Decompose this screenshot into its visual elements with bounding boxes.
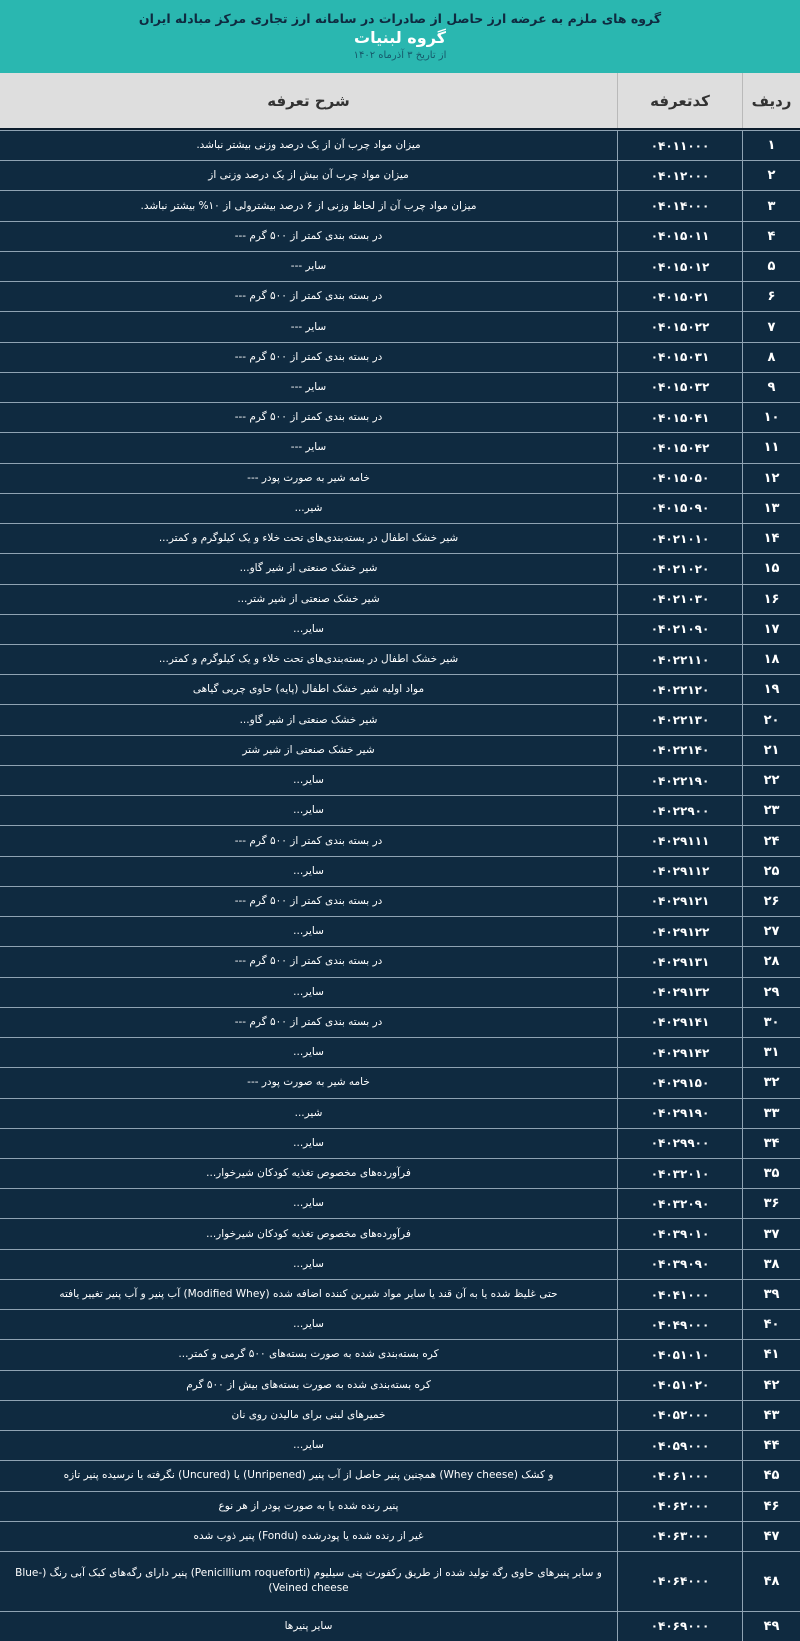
table-row [0, 1521, 800, 1551]
tariff-code-cell: ۰۴۰۲۱۰۹۰ [617, 615, 742, 644]
description-cell: سایر... [293, 622, 324, 635]
table-row [0, 432, 800, 462]
tariff-code-cell: ۰۴۰۱۵۰۳۱ [617, 343, 742, 372]
tariff-code-cell: ۰۴۰۲۲۱۱۰ [617, 645, 742, 674]
tariff-code-cell: ۰۴۰۳۲۰۹۰ [617, 1189, 742, 1218]
description-cell: سایر... [293, 1136, 324, 1149]
table-row [0, 1128, 800, 1158]
row-number-cell: ۳۱ [742, 1038, 800, 1067]
row-number-cell: ۱ [742, 131, 800, 160]
tariff-code-cell: ۰۴۰۱۵۰۳۲ [617, 373, 742, 402]
description-cell: شیر خشک اطفال در بسته‌بندی‌های تحت خلاء و یک کیلوگرم و کمتر... [158, 653, 459, 666]
row-number-cell: ۴۵ [742, 1461, 800, 1490]
row-number-cell: ۴۱ [742, 1340, 800, 1369]
description-cell: فرآورده‌های مخصوص تغذیه کودکان شیرخوار... [206, 1227, 411, 1240]
table-row [0, 1370, 800, 1400]
column-header-description: شرح تعرفه [267, 91, 350, 110]
tariff-code-cell: ۰۴۰۲۹۱۱۲ [617, 857, 742, 886]
tariff-code-cell: ۰۴۰۱۵۰۴۱ [617, 403, 742, 432]
table-row [0, 402, 800, 432]
description-cell: و سایر پنیرهای حاوی رگه تولید شده از طریق رکفورت پنی سیلیوم (Penicillium roqueforti) پنیر دارای رگه‌های کبک آبی رنگ (Blue-Veined cheese) [15, 1567, 602, 1595]
table-row [0, 463, 800, 493]
table-row [0, 735, 800, 765]
description-cell: سایر... [293, 774, 324, 787]
description-cell: شیر... [294, 1106, 323, 1119]
effective-date: از تاریخ ۳ آذرماه ۱۴۰۲ [353, 50, 447, 61]
description-cell: سایر... [293, 1046, 324, 1059]
tariff-code-cell: ۰۴۰۳۹۰۱۰ [617, 1219, 742, 1248]
tariff-code-cell: ۰۴۰۲۹۱۳۲ [617, 978, 742, 1007]
table-row [0, 795, 800, 825]
table-row [0, 1067, 800, 1097]
description-cell: در بسته بندی کمتر از ۵۰۰ گرم --- [234, 411, 383, 424]
row-number-cell: ۳۸ [742, 1250, 800, 1279]
description-cell: در بسته بندی کمتر از ۵۰۰ گرم --- [234, 290, 383, 303]
table-row [0, 916, 800, 946]
description-cell: سایر... [293, 1197, 324, 1210]
row-number-cell: ۳۲ [742, 1068, 800, 1097]
tariff-code-cell: ۰۴۰۱۵۰۲۱ [617, 282, 742, 311]
table-row [0, 704, 800, 734]
description-cell: سایر... [293, 864, 324, 877]
tariff-code-cell: ۰۴۰۲۹۱۲۲ [617, 917, 742, 946]
table-row [0, 1188, 800, 1218]
table-row [0, 190, 800, 220]
table-row [0, 644, 800, 674]
table-row [0, 251, 800, 281]
table-row [0, 281, 800, 311]
row-number-cell: ۴۰ [742, 1310, 800, 1339]
tariff-code-cell: ۰۴۰۶۲۰۰۰ [617, 1492, 742, 1521]
description-cell: شیر خشک صنعتی از شیر شتر... [237, 592, 380, 605]
row-number-cell: ۳۵ [742, 1159, 800, 1188]
row-number-cell: ۱۹ [742, 675, 800, 704]
table-row [0, 1007, 800, 1037]
tariff-code-cell: ۰۴۰۳۲۰۱۰ [617, 1159, 742, 1188]
table-row [0, 372, 800, 402]
table-row [0, 946, 800, 976]
row-number-cell: ۳۰ [742, 1008, 800, 1037]
tariff-code-cell: ۰۴۰۲۹۱۲۱ [617, 887, 742, 916]
description-cell: خامه شیر به صورت پودر --- [247, 1076, 370, 1089]
description-cell: در بسته بندی کمتر از ۵۰۰ گرم --- [234, 834, 383, 847]
description-cell: میزان مواد چرب آن از یک درصد وزنی بیشتر نباشد. [196, 139, 421, 152]
table-row [0, 886, 800, 916]
tariff-code-cell: ۰۴۰۴۱۰۰۰ [617, 1280, 742, 1309]
tariff-code-cell: ۰۴۰۲۲۱۹۰ [617, 766, 742, 795]
tariff-code-cell: ۰۴۰۲۲۹۰۰ [617, 796, 742, 825]
row-number-cell: ۴۹ [742, 1612, 800, 1641]
description-cell: سایر --- [290, 380, 327, 393]
table-row [0, 1491, 800, 1521]
row-number-cell: ۲۱ [742, 736, 800, 765]
description-cell: فرآورده‌های مخصوص تغذیه کودکان شیرخوار... [206, 1167, 411, 1180]
row-number-cell: ۳۹ [742, 1280, 800, 1309]
tariff-code-cell: ۰۴۰۵۹۰۰۰ [617, 1431, 742, 1460]
row-number-cell: ۲۴ [742, 826, 800, 855]
row-number-cell: ۳۳ [742, 1099, 800, 1128]
tariff-code-cell: ۰۴۰۵۲۰۰۰ [617, 1401, 742, 1430]
tariff-code-cell: ۰۴۰۲۱۰۱۰ [617, 524, 742, 553]
row-number-cell: ۲ [742, 161, 800, 190]
row-number-cell: ۱۴ [742, 524, 800, 553]
tariff-code-cell: ۰۴۰۱۴۰۰۰ [617, 191, 742, 220]
row-number-cell: ۹ [742, 373, 800, 402]
description-cell: خمیرهای لبنی برای مالیدن روی نان [231, 1408, 386, 1421]
description-cell: شیر خشک صنعتی از شیر شتر [242, 743, 375, 756]
row-number-cell: ۶ [742, 282, 800, 311]
row-number-cell: ۵ [742, 252, 800, 281]
row-number-cell: ۳ [742, 191, 800, 220]
column-header-tariff-code: کدتعرفه [617, 73, 742, 128]
row-number-cell: ۸ [742, 343, 800, 372]
tariff-code-cell: ۰۴۰۲۹۱۳۱ [617, 947, 742, 976]
row-number-cell: ۲۰ [742, 705, 800, 734]
description-cell: سایر... [293, 985, 324, 998]
tariff-code-cell: ۰۴۰۱۲۰۰۰ [617, 161, 742, 190]
table-row [0, 1400, 800, 1430]
description-cell: میزان مواد چرب آن از لحاظ وزنی از ۶ درصد بیشترولی از ۱۰% بیشتر نباشد. [140, 199, 477, 212]
row-number-cell: ۱۸ [742, 645, 800, 674]
row-number-cell: ۱۰ [742, 403, 800, 432]
table-row [0, 130, 800, 160]
tariff-code-cell: ۰۴۰۶۳۰۰۰ [617, 1522, 742, 1551]
tariff-code-cell: ۰۴۰۲۹۱۹۰ [617, 1099, 742, 1128]
description-cell: غیر از رنده شده یا پودرشده (Fondu) پنیر ذوب شده [193, 1529, 424, 1542]
row-number-cell: ۴۲ [742, 1371, 800, 1400]
tariff-code-cell: ۰۴۰۳۹۰۹۰ [617, 1250, 742, 1279]
tariff-code-cell: ۰۴۰۲۱۰۳۰ [617, 585, 742, 614]
group-title: گروه لبنیات [354, 28, 446, 47]
table-row [0, 160, 800, 190]
row-number-cell: ۱۷ [742, 615, 800, 644]
table-row [0, 1158, 800, 1188]
description-cell: سایر... [293, 1439, 324, 1452]
table-row [0, 523, 800, 553]
table-row [0, 1279, 800, 1309]
row-number-cell: ۲۳ [742, 796, 800, 825]
row-number-cell: ۲۵ [742, 857, 800, 886]
description-cell: میزان مواد چرب آن بیش از یک درصد وزنی از [208, 169, 409, 182]
description-cell: در بسته بندی کمتر از ۵۰۰ گرم --- [234, 894, 383, 907]
description-cell: شیر... [294, 501, 323, 514]
description-cell: در بسته بندی کمتر از ۵۰۰ گرم --- [234, 229, 383, 242]
table-row [0, 342, 800, 372]
description-cell: شیر خشک اطفال در بسته‌بندی‌های تحت خلاء و یک کیلوگرم و کمتر... [158, 532, 459, 545]
table-row [0, 977, 800, 1007]
description-cell: سایر... [293, 804, 324, 817]
table-row [0, 1551, 800, 1610]
tariff-code-cell: ۰۴۰۱۵۰۴۲ [617, 433, 742, 462]
description-cell: در بسته بندی کمتر از ۵۰۰ گرم --- [234, 350, 383, 363]
table-row [0, 1430, 800, 1460]
tariff-code-cell: ۰۴۰۵۱۰۲۰ [617, 1371, 742, 1400]
row-number-cell: ۴۷ [742, 1522, 800, 1551]
row-number-cell: ۱۶ [742, 585, 800, 614]
tariff-code-cell: ۰۴۰۲۹۱۴۲ [617, 1038, 742, 1067]
tariff-code-cell: ۰۴۰۲۲۱۲۰ [617, 675, 742, 704]
tariff-code-cell: ۰۴۰۲۹۹۰۰ [617, 1129, 742, 1158]
row-number-cell: ۲۷ [742, 917, 800, 946]
row-number-cell: ۱۳ [742, 494, 800, 523]
tariff-code-cell: ۰۴۰۲۹۱۴۱ [617, 1008, 742, 1037]
table-row [0, 1037, 800, 1067]
description-cell: سایر... [293, 1257, 324, 1270]
description-cell: و کشک (Whey cheese) همچنین پنیر حاصل از آب پنیر (Unripened) یا (Uncured) نگرفته یا نرسیده پنیر تازه [63, 1469, 554, 1482]
description-cell: سایر پنیرها [284, 1619, 333, 1632]
row-number-cell: ۲۹ [742, 978, 800, 1007]
row-number-cell: ۴۸ [742, 1552, 800, 1610]
tariff-code-cell: ۰۴۰۲۲۱۴۰ [617, 736, 742, 765]
row-number-cell: ۲۶ [742, 887, 800, 916]
table-row [0, 1249, 800, 1279]
table-row [0, 1098, 800, 1128]
column-header-row-number: ردیف [742, 73, 800, 128]
row-number-cell: ۴ [742, 222, 800, 251]
tariff-code-cell: ۰۴۰۲۹۱۵۰ [617, 1068, 742, 1097]
description-cell: سایر --- [290, 260, 327, 273]
row-number-cell: ۴۴ [742, 1431, 800, 1460]
table-row [0, 825, 800, 855]
description-cell: در بسته بندی کمتر از ۵۰۰ گرم --- [234, 1015, 383, 1028]
description-cell: سایر... [293, 925, 324, 938]
table-row [0, 614, 800, 644]
table-row [0, 553, 800, 583]
table-row [0, 311, 800, 341]
row-number-cell: ۱۱ [742, 433, 800, 462]
description-cell: کره بسته‌بندی شده به صورت بسته‌های ۵۰۰ گرمی و کمتر... [178, 1348, 439, 1361]
description-cell: خامه شیر به صورت پودر --- [247, 471, 370, 484]
tariff-code-cell: ۰۴۰۶۱۰۰۰ [617, 1461, 742, 1490]
tariff-code-cell: ۰۴۰۲۱۰۲۰ [617, 554, 742, 583]
table-row [0, 584, 800, 614]
table-row [0, 493, 800, 523]
header-banner [0, 0, 800, 73]
table-row [0, 674, 800, 704]
tariff-code-cell: ۰۴۰۲۲۱۳۰ [617, 705, 742, 734]
tariff-code-cell: ۰۴۰۱۵۰۹۰ [617, 494, 742, 523]
row-number-cell: ۳۶ [742, 1189, 800, 1218]
tariff-code-cell: ۰۴۰۴۹۰۰۰ [617, 1310, 742, 1339]
tariff-code-cell: ۰۴۰۶۴۰۰۰ [617, 1552, 742, 1610]
table-row [0, 221, 800, 251]
table-row [0, 856, 800, 886]
row-number-cell: ۷ [742, 312, 800, 341]
row-number-cell: ۲۲ [742, 766, 800, 795]
tariff-code-cell: ۰۴۰۱۵۰۲۲ [617, 312, 742, 341]
page-title: گروه های ملزم به عرضه ارز حاصل از صادرات در سامانه ارز تجاری مرکز مبادله ایران [138, 11, 662, 26]
tariff-code-cell: ۰۴۰۵۱۰۱۰ [617, 1340, 742, 1369]
description-cell: پنیر رنده شده یا به صورت پودر از هر نوع [218, 1499, 399, 1512]
tariff-code-cell: ۰۴۰۱۵۰۱۲ [617, 252, 742, 281]
description-cell: سایر --- [290, 320, 327, 333]
table-header [0, 73, 800, 130]
table-body [0, 130, 800, 1641]
description-cell: کره بسته‌بندی شده به صورت بسته‌های بیش از ۵۰۰ گرم [186, 1378, 431, 1391]
table-row [0, 1611, 800, 1641]
tariff-code-cell: ۰۴۰۱۵۰۵۰ [617, 464, 742, 493]
tariff-code-cell: ۰۴۰۱۵۰۱۱ [617, 222, 742, 251]
tariff-code-cell: ۰۴۰۱۱۰۰۰ [617, 131, 742, 160]
table-row [0, 1309, 800, 1339]
tariff-code-cell: ۰۴۰۶۹۰۰۰ [617, 1612, 742, 1641]
description-cell: سایر... [293, 1318, 324, 1331]
description-cell: مواد اولیه شیر خشک اطفال (پایه) حاوی چربی گیاهی [192, 683, 425, 696]
table-row [0, 1339, 800, 1369]
description-cell: حتی غلیظ شده یا به آن قند یا سایر مواد شیرین کننده اضافه شده (Modified Whey) آب پنیر و آب پنیر تغییر یافته [59, 1288, 558, 1301]
description-cell: سایر --- [290, 441, 327, 454]
description-cell: شیر خشک صنعتی از شیر گاو... [239, 562, 378, 575]
table-row [0, 765, 800, 795]
row-number-cell: ۴۶ [742, 1492, 800, 1521]
tariff-code-cell: ۰۴۰۲۹۱۱۱ [617, 826, 742, 855]
table-row [0, 1218, 800, 1248]
row-number-cell: ۳۷ [742, 1219, 800, 1248]
table-row [0, 1460, 800, 1490]
description-cell: در بسته بندی کمتر از ۵۰۰ گرم --- [234, 955, 383, 968]
row-number-cell: ۳۴ [742, 1129, 800, 1158]
row-number-cell: ۱۲ [742, 464, 800, 493]
row-number-cell: ۱۵ [742, 554, 800, 583]
description-cell: شیر خشک صنعتی از شیر گاو... [239, 713, 378, 726]
row-number-cell: ۲۸ [742, 947, 800, 976]
row-number-cell: ۴۳ [742, 1401, 800, 1430]
